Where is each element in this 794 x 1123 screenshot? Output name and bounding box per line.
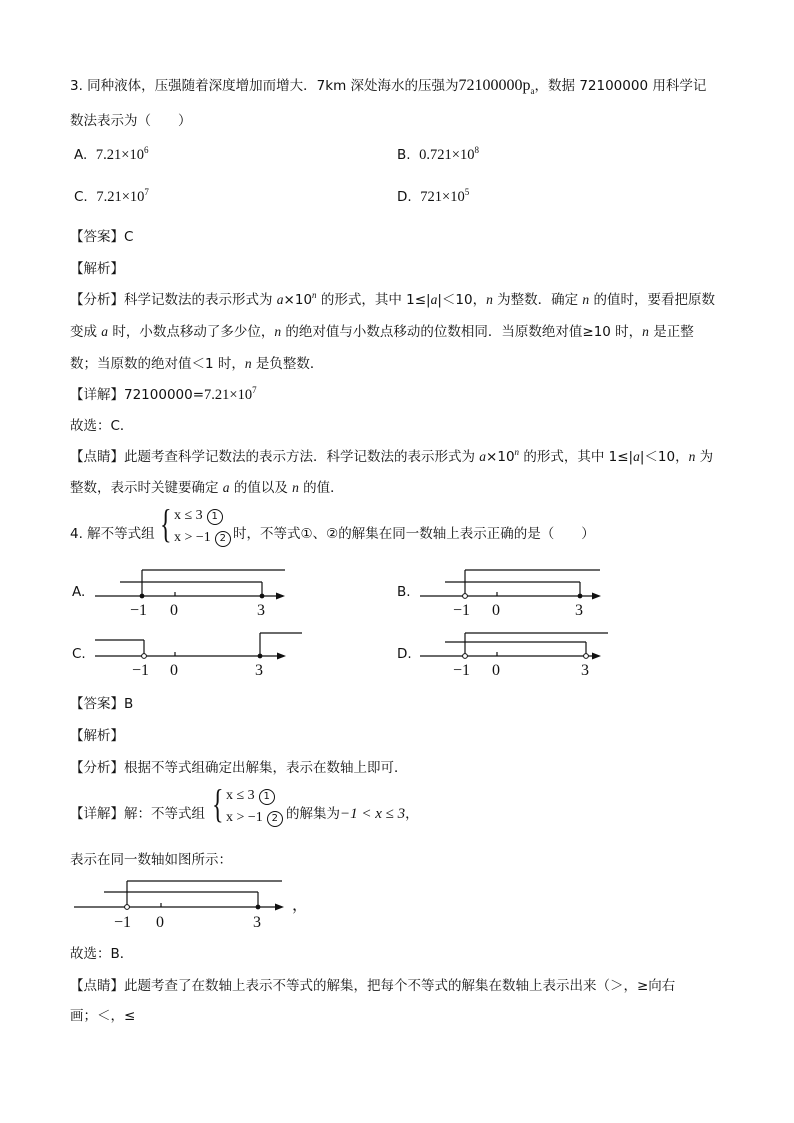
- arrow-icon: [276, 593, 285, 600]
- point-3-open: [584, 654, 589, 659]
- q4-dianjing-line1: 【点睛】此题考查了在数轴上表示不等式的解集，把每个不等式的解集在数轴上表示出来（＞，≥向右: [70, 978, 676, 994]
- arrow-icon: [275, 904, 284, 911]
- q3-fenxi-line3: 数；当原数的绝对值＜1 时，n 是负整数．: [70, 356, 324, 372]
- label-0: 0: [492, 662, 500, 679]
- label-3: 3: [257, 602, 265, 619]
- point-3: [258, 654, 263, 659]
- q4-inequality-system: { x ≤ 3 1 x > −1 2: [160, 508, 234, 552]
- q4-stem-a: 4. 解不等式组: [70, 526, 155, 542]
- q3-analysis-tag: 【解析】: [70, 261, 124, 277]
- q3-option-c: C. $7.21\times 10^7$: [74, 187, 149, 205]
- q3-option-b: B. $0.721\times 10^8$: [397, 145, 479, 163]
- q4-option-c-label: C.: [72, 646, 86, 662]
- q4-stem-b: 时，不等式①、②的解集在同一数轴上表示正确的是（ ）: [233, 526, 595, 542]
- q3-dianjing-line2: 整数，表示时关键要确定 a 的值以及 n 的值．: [70, 480, 344, 496]
- q3-fenxi-line2: 变成 a 时，小数点移动了多少位，n 的绝对值与小数点移动的位数相同．当原数绝对值≥10 时，n 是正整: [70, 324, 694, 340]
- q3-choose: 故选：C．: [70, 418, 134, 434]
- point-minus1-open: [463, 654, 468, 659]
- point-minus1-open: [463, 594, 468, 599]
- label-3: 3: [575, 602, 583, 619]
- q4-number-line-b: [415, 562, 615, 622]
- q4-number-line-a: [90, 562, 300, 622]
- q4-answer: 【答案】B: [70, 696, 134, 712]
- q4-choose: 故选：B．: [70, 946, 134, 962]
- point-3: [578, 594, 583, 599]
- label-minus1: −1: [453, 602, 471, 619]
- label-minus1: −1: [114, 914, 132, 931]
- point-3: [260, 594, 265, 599]
- label-3: 3: [581, 662, 589, 679]
- q4-detail-a: 【详解】解：不等式组: [70, 806, 205, 822]
- q4-number-line-c: [90, 624, 305, 684]
- point-minus1: [140, 594, 145, 599]
- label-minus1: −1: [130, 602, 148, 619]
- brace-icon: {: [160, 501, 172, 546]
- q3-detail: 【详解】$72100000=7.21\times 10^7$: [70, 385, 257, 403]
- q3-stem-line1: 3. 同种液体，压强随着深度增加而增大．7km 深处海水的压强为$72100000p_a$，数据 72100000 用科学记: [70, 77, 707, 97]
- point-3: [256, 905, 261, 910]
- q3-dianjing-line1: 【点睛】此题考查科学记数法的表示方法．科学记数法的表示形式为 $a\times 10^n$ 的形式，其中 1≤|a|＜10，n 为: [70, 447, 714, 465]
- point-minus1-open: [125, 905, 130, 910]
- label-0: 0: [170, 662, 178, 679]
- q4-number-line-d: [415, 624, 615, 684]
- arrow-icon: [592, 593, 601, 600]
- q4-detail-system: { x ≤ 3 1 x > −1 2: [212, 788, 286, 832]
- label-0: 0: [492, 602, 500, 619]
- q3-option-a: A. $7.21\times 10^6$: [74, 145, 149, 163]
- q3-answer: 【答案】C: [70, 229, 134, 245]
- q4-option-d-label: D.: [397, 646, 412, 662]
- point-minus1-open: [142, 654, 147, 659]
- label-minus1: −1: [453, 662, 471, 679]
- q4-detail-b: 的解集为−1 < x ≤ 3，: [286, 806, 419, 822]
- q3-option-d: D. $721\times 10^5$: [397, 187, 470, 205]
- q4-dianjing-line2: 画；＜，≤: [70, 1008, 136, 1024]
- q4-analysis-tag: 【解析】: [70, 728, 124, 744]
- q4-solution-number-line: [70, 872, 310, 932]
- q3-fenxi-line1: 【分析】科学记数法的表示形式为 $a\times 10^n$ 的形式，其中 1≤|a|＜10，n 为整数．确定 n 的值时，要看把原数: [70, 290, 715, 308]
- q4-fenxi: 【分析】根据不等式组确定出解集，表示在数轴上即可．: [70, 760, 408, 776]
- brace-icon: {: [212, 781, 224, 826]
- label-0: 0: [156, 914, 164, 931]
- label-minus1: −1: [132, 662, 150, 679]
- q4-shown-text: 表示在同一数轴如图所示：: [70, 852, 232, 868]
- q3-pressure-value: $72100000p_a$: [458, 77, 535, 97]
- figure-comma: ，: [292, 897, 309, 914]
- q4-option-b-label: B.: [397, 584, 411, 600]
- q3-stem-line2: 数法表示为（ ）: [70, 113, 192, 129]
- arrow-icon: [592, 653, 601, 660]
- label-0: 0: [170, 602, 178, 619]
- q4-option-a-label: A.: [72, 584, 86, 600]
- arrow-icon: [277, 653, 286, 660]
- label-3: 3: [253, 914, 261, 931]
- label-3: 3: [255, 662, 263, 679]
